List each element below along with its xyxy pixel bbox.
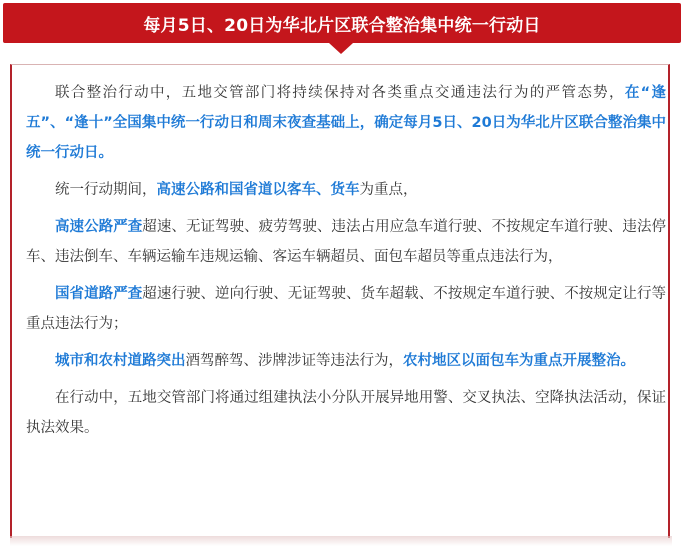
text-segment: 酒驾醉驾、涉牌涉证等违法行为， bbox=[185, 353, 403, 369]
text-segment: 统一行动期间， bbox=[55, 182, 157, 198]
article-body bbox=[26, 78, 666, 450]
paragraph-intro bbox=[26, 78, 666, 168]
emphasis-segment: 城市和农村道路突出 bbox=[55, 353, 186, 369]
emphasis-segment: 高速公路和国省道以客车、货车 bbox=[156, 182, 360, 198]
emphasis-segment: 国省道路严查 bbox=[55, 286, 143, 302]
text-segment: 超速行驶、逆向行驶、无证驾驶、货车超载、不按规定车道行驶、不按规定让行等重点违法行为； bbox=[26, 286, 667, 332]
text-segment: 在行动中，五地交管部门将通过组建执法小分队开展异地用警、交叉执法、空降执法活动，保证执法效果。 bbox=[26, 390, 666, 436]
emphasis-segment: 高速公路严查 bbox=[55, 219, 143, 235]
paragraph-urban-rural bbox=[26, 346, 666, 376]
paragraph-national-roads bbox=[26, 279, 666, 339]
emphasis-segment: 农村地区以面包车为重点开展整治。 bbox=[403, 353, 635, 369]
title-banner bbox=[3, 3, 681, 43]
emphasis-segment: 在“逢五”、“逢十”全国集中统一行动日和周末夜查基础上，确定每月5日、20日为华北片区联合整治集中统一行动日。 bbox=[26, 85, 666, 161]
paragraph-highway bbox=[26, 212, 666, 272]
banner-pointer-arrow bbox=[329, 43, 353, 54]
paragraph-focus bbox=[26, 175, 666, 205]
text-segment: 超速、无证驾驶、疲劳驾驶、违法占用应急车道行驶、不按规定车道行驶、违法停车、违法倒车、车辆运输车违规运输、客运车辆超员、面包车超员等重点违法行为， bbox=[26, 219, 667, 265]
text-segment: 联合整治行动中，五地交管部门将持续保持对各类重点交通违法行为的严管态势， bbox=[55, 85, 625, 101]
frame-bottom-shadow bbox=[10, 536, 672, 546]
text-segment: 为重点， bbox=[359, 182, 418, 198]
banner-title: 每月5日、20日为华北片区联合整治集中统一行动日 bbox=[143, 15, 541, 36]
paragraph-enforcement bbox=[26, 383, 666, 443]
